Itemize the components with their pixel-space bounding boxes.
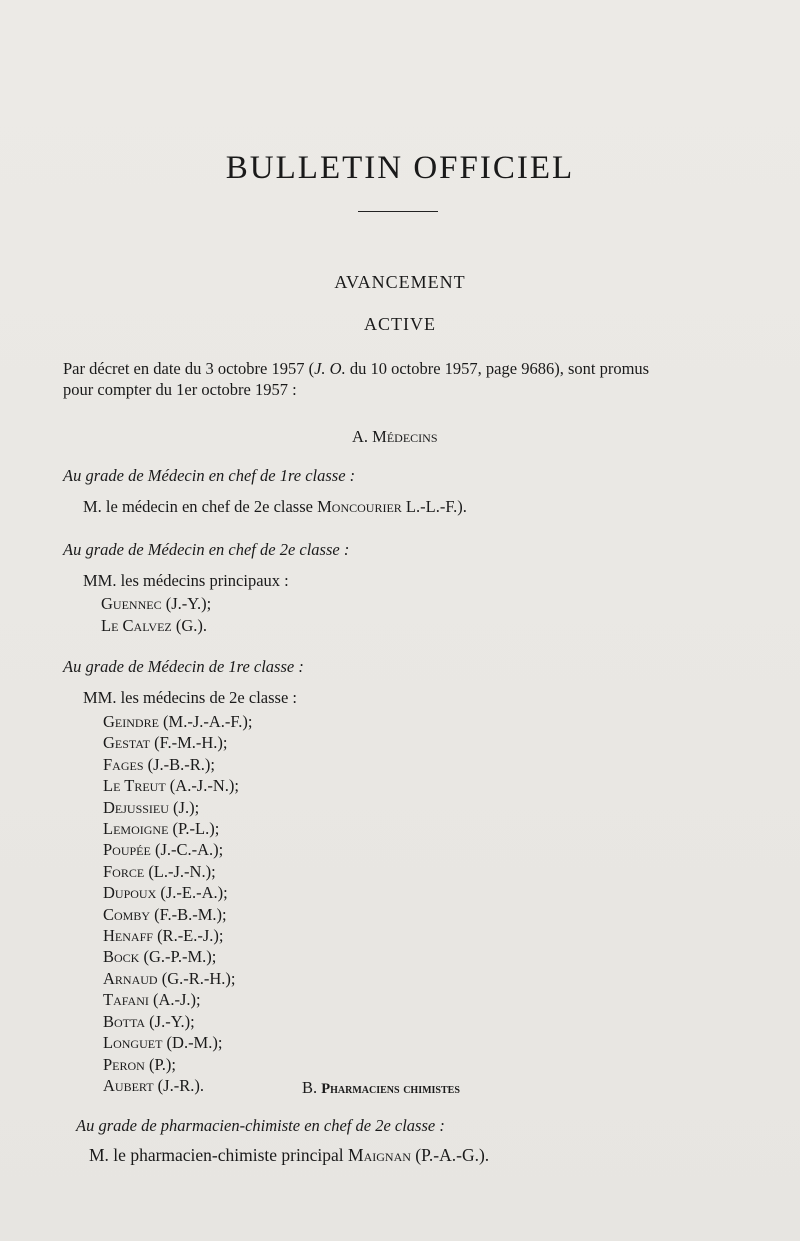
list-item-name: Botta (103, 1011, 146, 1031)
list-item-initials: (D.-M.); (162, 1033, 223, 1053)
grade2-intro: MM. les médecins principaux : (83, 571, 289, 590)
list-item (103, 818, 252, 839)
grade3-list (103, 711, 252, 1096)
list-item-initials: (J.-Y.); (145, 1011, 195, 1031)
list-item (103, 754, 252, 775)
list-item (101, 594, 211, 614)
title-rule (358, 211, 438, 212)
list-item-name: Aubert (103, 1075, 154, 1095)
list-item-initials: (A.-J.-N.); (165, 776, 239, 796)
intro-jo: J. O. (314, 359, 346, 378)
list-item-name: Arnaud (103, 968, 158, 988)
list-item-initials: (P.); (144, 1054, 177, 1074)
list-item-name: Dejussieu (103, 797, 169, 817)
grade1-entry-text: M. le médecin en chef de 2e classe (83, 497, 318, 516)
section-heading: AVANCEMENT (334, 272, 466, 292)
list-item-initials: (A.-J.); (148, 990, 201, 1010)
list-item-name: Le Treut (103, 776, 166, 796)
list-item (103, 904, 252, 925)
list-item-name: Peron (103, 1054, 145, 1074)
list-item-initials: (G.-R.-H.); (157, 968, 236, 988)
grade4-entry-text: M. le pharmacien-chimiste principal (89, 1145, 349, 1165)
intro-text-b: du 10 octobre 1957, page 9686), sont promus (345, 359, 650, 378)
list-item (103, 882, 252, 903)
list-item-initials: (G.). (171, 616, 208, 635)
list-item-name: Tafani (103, 990, 149, 1010)
list-item-name: Lemoigne (103, 819, 169, 839)
list-item-name: Poupée (103, 840, 151, 860)
grade1-heading: Au grade de Médecin en chef de 1re classe : (63, 466, 356, 485)
grade2-heading: Au grade de Médecin en chef de 2e classe : (63, 540, 350, 559)
list-item-initials: (J.-B.-R.); (143, 754, 216, 774)
intro-line-2: pour compter du 1er octobre 1957 : (63, 380, 297, 399)
list-item (103, 839, 252, 860)
list-item (103, 732, 252, 753)
list-item-name: Force (103, 861, 145, 881)
list-item-name: Longuet (103, 1033, 163, 1053)
list-item-name: Guennec (101, 594, 162, 613)
intro-line-1 (63, 358, 753, 379)
list-item (103, 1011, 252, 1032)
list-item (103, 711, 252, 732)
list-item-initials: (J.-E.-A.); (156, 883, 228, 903)
list-item (103, 861, 252, 882)
list-item-name: Bock (103, 947, 140, 967)
list-item (103, 925, 252, 946)
list-item-initials: (R.-E.-J.); (152, 926, 224, 946)
list-item-initials: (J.-Y.); (161, 594, 212, 613)
list-item (103, 1075, 252, 1096)
list-item-name: Geindre (103, 712, 159, 731)
list-item-initials: (J.); (168, 797, 200, 817)
list-item (103, 989, 252, 1010)
grade1-entry-name: Moncourier (317, 497, 402, 516)
document-title: BULLETIN OFFICIEL (225, 150, 575, 186)
subsection-heading: ACTIVE (364, 314, 436, 334)
list-item (103, 946, 252, 967)
list-item-name: Le Calvez (101, 616, 172, 635)
grade4-entry-name: Maignan (348, 1145, 411, 1165)
list-item-name: Henaff (103, 926, 153, 946)
list-item-initials: (P.-L.); (168, 819, 220, 839)
list-item (101, 616, 207, 636)
grade1-entry (83, 497, 467, 517)
list-item (103, 797, 252, 818)
list-item (103, 775, 252, 796)
list-item-initials: (M.-J.-A.-F.); (158, 712, 253, 731)
list-item-name: Comby (103, 904, 151, 924)
grade3-heading: Au grade de Médecin de 1re classe : (63, 657, 304, 676)
list-item-name: Fages (103, 754, 144, 774)
intro-paragraph (63, 358, 753, 400)
list-item-initials: (G.-P.-M.); (139, 947, 217, 967)
part-a-heading: A. Médecins (352, 427, 438, 446)
list-item (103, 968, 252, 989)
grade1-entry-initials: L.-L.-F.). (401, 497, 467, 516)
intro-text-a: Par décret en date du 3 octobre 1957 ( (63, 359, 315, 378)
part-b-letter: B. (302, 1078, 322, 1097)
grade3-intro: MM. les médecins de 2e classe : (83, 688, 297, 707)
grade4-entry (89, 1145, 489, 1166)
list-item-name: Dupoux (103, 883, 157, 903)
part-b-heading (302, 1078, 460, 1098)
grade4-heading: Au grade de pharmacien-chimiste en chef de 2e classe : (76, 1116, 445, 1135)
part-b-title: Pharmaciens chimistes (321, 1081, 460, 1097)
list-item (103, 1032, 252, 1053)
list-item-initials: (J.-C.-A.); (150, 840, 224, 860)
grade4-entry-initials: (P.-A.-G.). (410, 1145, 490, 1165)
list-item (103, 1054, 252, 1075)
list-item-name: Gestat (103, 733, 150, 753)
list-item-initials: (J.-R.). (153, 1075, 204, 1095)
list-item-initials: (F.-B.-M.); (150, 904, 227, 924)
list-item-initials: (F.-M.-H.); (149, 733, 228, 753)
list-item-initials: (L.-J.-N.); (144, 861, 216, 881)
